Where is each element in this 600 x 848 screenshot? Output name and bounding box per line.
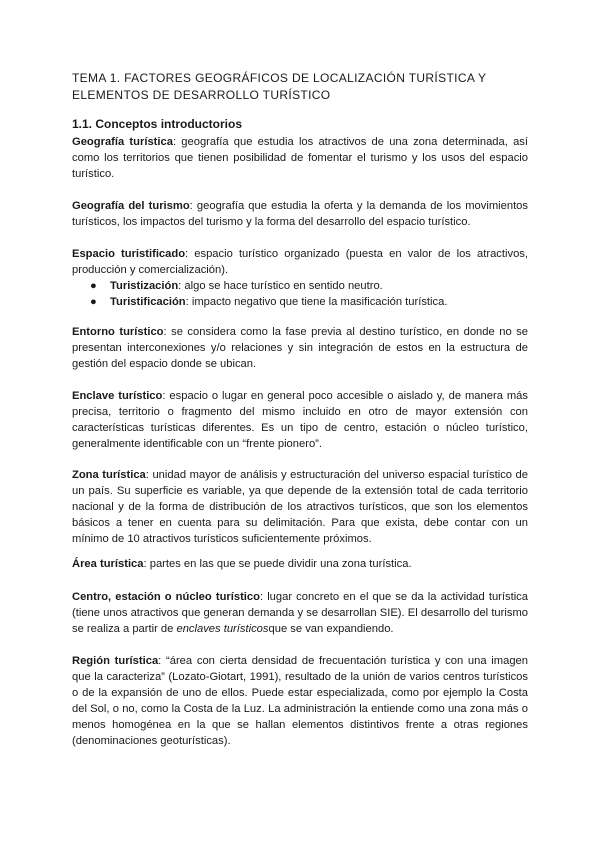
definition-text-after: que se van expandiendo.: [268, 623, 394, 635]
section-heading: 1.1. Conceptos introductorios: [72, 117, 243, 131]
definition-centro-turistico: [72, 589, 528, 637]
definition-text: : lugar concreto en el que se da la actividad turística (tiene unos atractivos que generan demanda y se desarrollan SIE). El desarrollo del turismo se realiza a partir de: [72, 591, 529, 635]
definition-term: Zona turística: [72, 469, 146, 481]
definition-enclave-turistico: [72, 388, 528, 452]
definition-text: : partes en las que se puede dividir una zona turística.: [143, 558, 412, 570]
bullet-text: : algo se hace turístico en sentido neutro.: [178, 280, 383, 292]
definition-area-turistica: [72, 556, 528, 572]
definition-text: : “área con cierta densidad de frecuentación turística y con una imagen que la caracteriza” (Lozato-Giotart, 1991), resultado de la unión de varios centros turísticos o de la expansión de uno de ellos. Puede estar especializada, como por ejemplo la Costa del Sol, o no, como la Costa de la Luz. La administración la entiende como una zona más o menos homogénea en la que se hallan elementos distintivos frente a otras regiones (denominaciones geoturísticas).: [72, 655, 528, 747]
bullet-icon: ●: [90, 296, 97, 308]
definition-region-turistica: [72, 653, 528, 749]
bullet-icon: ●: [90, 280, 97, 292]
definition-entorno-turistico: [72, 324, 528, 372]
definition-italic: enclaves turísticos: [176, 623, 269, 635]
definition-text: : unidad mayor de análisis y estructuración del universo espacial turístico de un país. Su superficie es variable, ya que depende de la extensión total de cada territorio nacional y de la forma de distribución de los atractivos turísticos, que son los elementos básicos a tener en cuenta para su delimitación. Para que exista, debe contar con un mínimo de 10 atractivos turísticos suficientemente próximos.: [72, 469, 529, 545]
bullet-term: Turistificación: [110, 296, 186, 308]
bullet-list: [72, 278, 528, 310]
definition-term: Geografía del turismo: [72, 200, 190, 212]
definition-text: : se considera como la fase previa al destino turístico, en donde no se presentan interconexiones y/o relaciones y sin integración de estos en la estructura de gestión del espacio donde se ubican.: [72, 326, 528, 370]
document-title: TEMA 1. FACTORES GEOGRÁFICOS DE LOCALIZACIÓN TURÍSTICA Y ELEMENTOS DE DESARROLLO TURÍSTICO: [72, 71, 487, 102]
definition-term: Geografía turística: [72, 136, 173, 148]
definition-text: : espacio turístico organizado (puesta en valor de los atractivos, producción y comercialización).: [72, 248, 528, 276]
list-item: [72, 278, 528, 294]
definition-text: : espacio o lugar en general poco accesible o aislado y, de manera más precisa, territorio o fragmento del mismo incluido en otro de mayor extensión con características turísticas diferentes. Es un tipo de centro, estación o núcleo turístico, generalmente identificable con un “frente pionero”.: [72, 390, 528, 450]
definition-geografia-del-turismo: [72, 198, 528, 230]
definition-term: Región turística: [72, 655, 159, 667]
definition-text: : geografía que estudia los atractivos de una zona determinada, así como los territorios que tienen posibilidad de fomentar el turismo y los usos del espacio turístico.: [72, 136, 528, 180]
definition-term: Centro, estación o núcleo turístico: [72, 591, 260, 603]
bullet-term: Turistización: [110, 280, 179, 292]
definition-term: Área turística: [72, 558, 144, 570]
definition-zona-turistica: [72, 467, 528, 547]
definition-geografia-turistica: [72, 134, 528, 182]
list-item: [72, 294, 528, 310]
definition-text: : geografía que estudia la oferta y la demanda de los movimientos turísticos, los impactos del turismo y la forma del desarrollo del espacio turístico.: [72, 200, 528, 228]
definition-term: Entorno turístico: [72, 326, 164, 338]
definition-term: Espacio turistificado: [72, 248, 186, 260]
definition-term: Enclave turístico: [72, 390, 163, 402]
definition-espacio-turistificado: [72, 246, 528, 310]
bullet-text: : impacto negativo que tiene la masificación turística.: [185, 296, 448, 308]
